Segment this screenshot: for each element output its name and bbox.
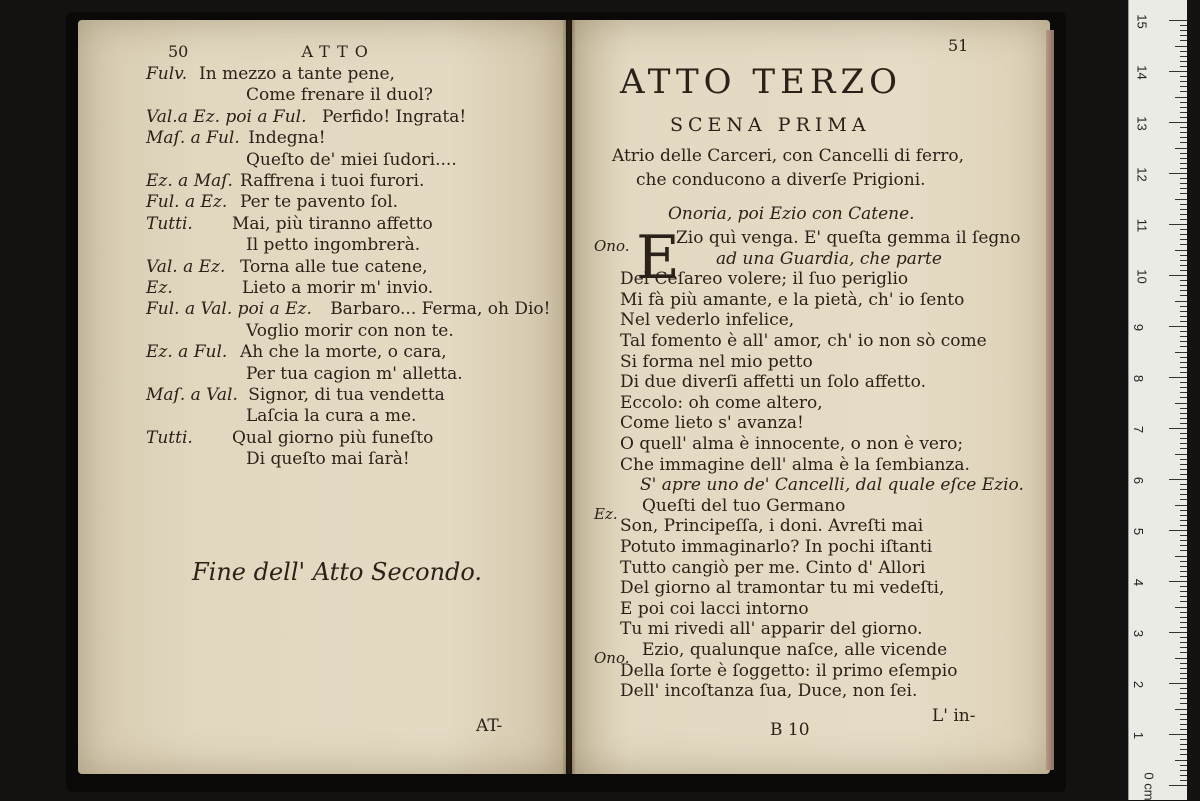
ruler-tick: [1180, 510, 1187, 511]
ruler-tick: [1180, 474, 1187, 475]
ruler-tick: [1180, 193, 1187, 194]
ruler-tick: [1180, 244, 1187, 245]
ruler-label: 1: [1131, 731, 1147, 740]
verse-line: Eccolo: oh come altero,: [620, 392, 823, 413]
ruler-tick: [1180, 754, 1187, 755]
ruler-tick: [1169, 122, 1187, 123]
ruler-tick: [1180, 295, 1187, 296]
verse-line: Torna alle tue catene,: [240, 256, 428, 277]
ruler-tick: [1180, 117, 1187, 118]
ruler-tick: [1180, 321, 1187, 322]
verse-line: Queſto de' miei ſudori....: [246, 149, 457, 170]
ruler-tick: [1180, 346, 1187, 347]
ruler-tick: [1180, 56, 1187, 57]
ruler-label: 14: [1134, 65, 1150, 80]
ruler-tick: [1180, 413, 1187, 414]
ruler-tick: [1180, 566, 1187, 567]
ruler-tick: [1180, 688, 1187, 689]
ruler-tick: [1180, 158, 1187, 159]
speaker-label: Ful. a Val. poi a Ez.: [146, 299, 312, 320]
ruler-tick: [1180, 234, 1187, 235]
ruler-tick: [1175, 301, 1187, 302]
ruler-tick: [1180, 107, 1187, 108]
ruler-tick: [1180, 703, 1187, 704]
verse-line: Mi fà più amante, e la pietà, ch' io ſento: [620, 289, 965, 310]
ruler-tick: [1180, 86, 1187, 87]
ruler-tick: [1175, 148, 1187, 149]
ruler-tick: [1180, 515, 1187, 516]
ruler-tick: [1180, 306, 1187, 307]
ruler-tick: [1180, 622, 1187, 623]
ruler-tick: [1180, 51, 1187, 52]
ruler-tick: [1180, 744, 1187, 745]
ruler-tick: [1180, 35, 1187, 36]
ruler-tick: [1180, 270, 1187, 271]
ruler-tick: [1180, 392, 1187, 393]
ruler-tick: [1180, 280, 1187, 281]
ruler-label: 15: [1134, 14, 1150, 29]
ruler-tick: [1180, 239, 1187, 240]
ruler-tick: [1180, 387, 1187, 388]
verse-line: Potuto immaginarlo? In pochi iſtanti: [620, 537, 933, 557]
verse-line: Perfido! Ingrata!: [322, 106, 467, 127]
ruler-tick: [1180, 663, 1187, 664]
right-page-number: 51: [948, 36, 969, 55]
ruler-tick: [1180, 540, 1187, 541]
ruler-tick: [1180, 311, 1187, 312]
ruler-tick: [1180, 586, 1187, 587]
verse-line: Che immagine dell' alma è la ſembianza.: [620, 454, 970, 475]
act-title: ATTO TERZO: [620, 62, 902, 102]
stage-direction: S' apre uno de' Cancelli, dal quale eſce Ezio.: [640, 475, 1024, 496]
left-running-head: [168, 42, 375, 61]
verse-line: Per tua cagion m' alletta.: [246, 363, 463, 384]
ruler-tick: [1180, 372, 1187, 373]
ruler-tick: [1180, 178, 1187, 179]
verse-line: Per te pavento ſol.: [240, 192, 399, 213]
ruler-tick: [1180, 545, 1187, 546]
verse-line: Nel vederlo infelice,: [620, 310, 795, 331]
verse-line: Tu mi rivedi all' apparir del giorno.: [620, 619, 923, 640]
speaker-label: Ez.: [146, 278, 173, 298]
ruler-tick: [1175, 760, 1187, 761]
ruler-tick: [1180, 601, 1187, 602]
ruler-tick: [1180, 423, 1187, 424]
ruler-tick: [1180, 443, 1187, 444]
ruler-tick: [1180, 127, 1187, 128]
ruler-tick: [1180, 749, 1187, 750]
ruler-tick: [1180, 341, 1187, 342]
ruler-tick: [1180, 637, 1187, 638]
ruler-tick: [1180, 459, 1187, 460]
verse-line: Come frenare il duol?: [246, 85, 433, 106]
drop-cap: E: [636, 223, 680, 293]
verse-line: Tutto cangiò per me. Cinto d' Allori: [620, 557, 926, 578]
ruler-tick: [1180, 617, 1187, 618]
ruler-tick: [1180, 775, 1187, 776]
speaker-label: Ez. a Maſ.: [146, 171, 233, 191]
ruler-tick: [1180, 168, 1187, 169]
ruler-tick: [1169, 632, 1187, 633]
ruler-tick: [1175, 199, 1187, 200]
ruler-tick: [1180, 464, 1187, 465]
ruler-tick: [1180, 229, 1187, 230]
ruler-tick: [1180, 336, 1187, 337]
speaker-label: Tutti.: [146, 427, 193, 448]
verse-line: Qual giorno più funeſto: [232, 427, 434, 448]
ruler-tick: [1180, 397, 1187, 398]
ruler-tick: [1180, 30, 1187, 31]
ruler-tick: [1169, 734, 1187, 735]
speaker-label: Ono.: [594, 237, 630, 255]
ruler-tick: [1180, 739, 1187, 740]
verse-line: Si forma nel mio petto: [620, 351, 813, 372]
ruler-tick: [1180, 76, 1187, 77]
ruler-tick: [1180, 290, 1187, 291]
speaker-label: Ez. a Ful.: [146, 342, 228, 363]
verse-line: Queſti del tuo Germano: [642, 495, 846, 516]
ruler-tick: [1175, 403, 1187, 404]
ruler-tick: [1180, 367, 1187, 368]
speaker-label: Val.a Ez. poi a Ful.: [146, 106, 307, 127]
book-gutter: [562, 20, 576, 774]
ruler-tick: [1180, 357, 1187, 358]
ruler-tick: [1175, 46, 1187, 47]
verse-line: Di queſto mai ſarà!: [246, 449, 410, 470]
ruler-tick: [1180, 469, 1187, 470]
ruler-tick: [1175, 250, 1187, 251]
ruler-tick: [1169, 20, 1187, 21]
ruler-tick: [1180, 780, 1187, 781]
ruler-tick: [1180, 647, 1187, 648]
ruler-tick: [1169, 224, 1187, 225]
ruler-tick: [1175, 454, 1187, 455]
speaker-label: Tutti.: [146, 213, 193, 234]
ruler-tick: [1180, 668, 1187, 669]
ruler-tick: [1180, 219, 1187, 220]
ruler-tick: [1180, 418, 1187, 419]
ruler-tick: [1180, 724, 1187, 725]
ruler-tick: [1180, 408, 1187, 409]
ruler-tick: [1180, 183, 1187, 184]
ruler-tick: [1180, 331, 1187, 332]
ruler-tick: [1175, 556, 1187, 557]
stage-direction: ad una Guardia, che parte: [716, 248, 942, 269]
ruler-label: 9: [1131, 323, 1147, 332]
verse-line: Ah che la morte, o cara,: [240, 342, 447, 363]
act-end-title: Fine dell' Atto Secondo.: [192, 558, 483, 586]
ruler-tick: [1180, 61, 1187, 62]
page-edge: [1046, 30, 1054, 770]
left-page-number: 50: [168, 42, 189, 61]
ruler-tick: [1180, 561, 1187, 562]
ruler-tick: [1180, 494, 1187, 495]
ruler-tick: [1175, 709, 1187, 710]
ruler-label: 7: [1131, 425, 1147, 434]
ruler-tick: [1180, 612, 1187, 613]
speaker-label: Fulv.: [146, 64, 188, 84]
verse-line: Son, Principeſſa, i doni. Avreſti mai: [620, 516, 924, 537]
ruler-tick: [1169, 428, 1187, 429]
ruler-tick: [1169, 377, 1187, 378]
ruler-tick: [1169, 683, 1187, 684]
ruler-label: 0 cm: [1141, 772, 1157, 801]
verse-line: Del giorno al tramontar tu mi vedeſti,: [620, 578, 945, 599]
ruler-tick: [1180, 698, 1187, 699]
ruler-label: 13: [1134, 116, 1150, 131]
verse-line: O quell' alma è innocente, o non è vero;: [620, 434, 964, 454]
speaker-label: Maſ. a Val.: [146, 385, 238, 405]
ruler-tick: [1180, 535, 1187, 536]
characters-line: Onoria, poi Ezio con Catene.: [668, 204, 915, 224]
speaker-label: Maſ. a Ful.: [146, 128, 240, 149]
ruler-tick: [1180, 132, 1187, 133]
setting-line: che conducono a diverſe Prigioni.: [636, 170, 926, 190]
ruler-tick: [1180, 209, 1187, 210]
ruler-tick: [1180, 137, 1187, 138]
ruler-label: 5: [1131, 527, 1147, 536]
ruler-tick: [1180, 142, 1187, 143]
ruler-tick: [1180, 673, 1187, 674]
verse-line: Mai, più tiranno affetto: [232, 213, 433, 234]
verse-line: Come lieto s' avanza!: [620, 413, 804, 434]
ruler-tick: [1169, 530, 1187, 531]
ruler-tick: [1180, 484, 1187, 485]
ruler-tick: [1180, 362, 1187, 363]
verse-line: Il petto ingombrerà.: [246, 235, 421, 256]
ruler-label: 4: [1131, 578, 1147, 587]
right-catchword: L' in-: [932, 706, 976, 726]
ruler-tick: [1180, 627, 1187, 628]
ruler-tick: [1180, 642, 1187, 643]
verse-line: Voglio morir con non te.: [246, 320, 454, 341]
left-running-title: ATTO: [301, 42, 375, 61]
ruler-tick: [1180, 525, 1187, 526]
verse-line: Dell' incoſtanza ſua, Duce, non ſei.: [620, 681, 918, 702]
verse-line: Indegna!: [248, 128, 326, 149]
ruler-tick: [1175, 658, 1187, 659]
verse-line: Signor, di tua vendetta: [248, 385, 445, 405]
ruler-label: 3: [1131, 629, 1147, 638]
ruler-tick: [1180, 591, 1187, 592]
ruler-tick: [1169, 275, 1187, 276]
ruler-tick: [1175, 97, 1187, 98]
ruler-tick: [1180, 102, 1187, 103]
verse-line: Zio quì venga. E' queſta gemma il ſegno: [676, 228, 1021, 248]
ruler-tick: [1169, 173, 1187, 174]
ruler-tick: [1169, 581, 1187, 582]
ruler-tick: [1180, 714, 1187, 715]
ruler-label: 10: [1134, 269, 1150, 284]
ruler-tick: [1175, 352, 1187, 353]
ruler-label: 2: [1131, 680, 1147, 689]
ruler-tick: [1180, 163, 1187, 164]
ruler-tick: [1180, 499, 1187, 500]
speaker-label: Ez.: [594, 504, 618, 523]
ruler-tick: [1180, 153, 1187, 154]
ruler-tick: [1180, 576, 1187, 577]
ruler-tick: [1180, 652, 1187, 653]
verse-line: Della ſorte è ſoggetto: il primo eſempio: [620, 660, 958, 681]
ruler-tick: [1180, 81, 1187, 82]
ruler-label: 12: [1134, 167, 1150, 182]
ruler-tick: [1180, 40, 1187, 41]
verse-line: In mezzo a tante pene,: [199, 64, 395, 84]
ruler-tick: [1180, 765, 1187, 766]
left-catchword: AT-: [476, 716, 503, 736]
ruler-tick: [1180, 433, 1187, 434]
ruler-tick: [1180, 571, 1187, 572]
ruler-tick: [1180, 91, 1187, 92]
verse-line: E poi coi lacci intorno: [620, 598, 809, 619]
signature-mark: B 10: [770, 720, 810, 740]
scene-title: SCENA PRIMA: [670, 114, 871, 136]
ruler-tick: [1180, 596, 1187, 597]
setting-line: Atrio delle Carceri, con Cancelli di ferro,: [612, 146, 964, 166]
ruler-tick: [1180, 316, 1187, 317]
ruler-tick: [1180, 678, 1187, 679]
verse-line: Di due diverſi affetti un ſolo affetto.: [620, 372, 926, 393]
ruler-tick: [1169, 71, 1187, 72]
ruler-tick: [1180, 489, 1187, 490]
ruler-tick: [1180, 204, 1187, 205]
ruler-tick: [1175, 505, 1187, 506]
ruler-label: 11: [1134, 218, 1150, 233]
ruler-tick: [1169, 479, 1187, 480]
ruler-tick: [1180, 520, 1187, 521]
verse-line: Laſcia la cura a me.: [246, 406, 417, 427]
ruler-tick: [1180, 448, 1187, 449]
ruler-tick: [1169, 785, 1187, 786]
ruler-tick: [1180, 66, 1187, 67]
ruler-tick: [1169, 326, 1187, 327]
ruler-tick: [1180, 188, 1187, 189]
ruler-label: 8: [1131, 374, 1147, 383]
verse-line: Ezio, qualunque naſce, alle vicende: [642, 640, 948, 660]
ruler-tick: [1180, 255, 1187, 256]
ruler-tick: [1180, 719, 1187, 720]
ruler-tick: [1180, 382, 1187, 383]
ruler-tick: [1180, 260, 1187, 261]
verse-line: Raffrena i tuoi furori.: [240, 171, 425, 191]
ruler-tick: [1180, 285, 1187, 286]
measuring-ruler: [1128, 0, 1187, 800]
speaker-label: Ono.: [594, 649, 630, 667]
ruler-tick: [1180, 693, 1187, 694]
ruler-tick: [1180, 729, 1187, 730]
verse-line: Del Ceſareo volere; il ſuo periglio: [620, 269, 909, 290]
verse-line: Barbaro... Ferma, oh Dio!: [330, 299, 551, 320]
ruler-tick: [1180, 770, 1187, 771]
ruler-tick: [1175, 607, 1187, 608]
ruler-tick: [1180, 265, 1187, 266]
ruler-tick: [1180, 438, 1187, 439]
ruler-tick: [1180, 550, 1187, 551]
ruler-label: 6: [1131, 476, 1147, 485]
verse-line: Lieto a morir m' invio.: [242, 278, 434, 298]
speaker-label: Ful. a Ez.: [146, 192, 228, 213]
ruler-tick: [1180, 112, 1187, 113]
ruler-tick: [1180, 25, 1187, 26]
ruler-tick: [1180, 214, 1187, 215]
speaker-label: Val. a Ez.: [146, 256, 226, 277]
verse-line: Tal fomento è all' amor, ch' io non sò come: [620, 331, 987, 351]
